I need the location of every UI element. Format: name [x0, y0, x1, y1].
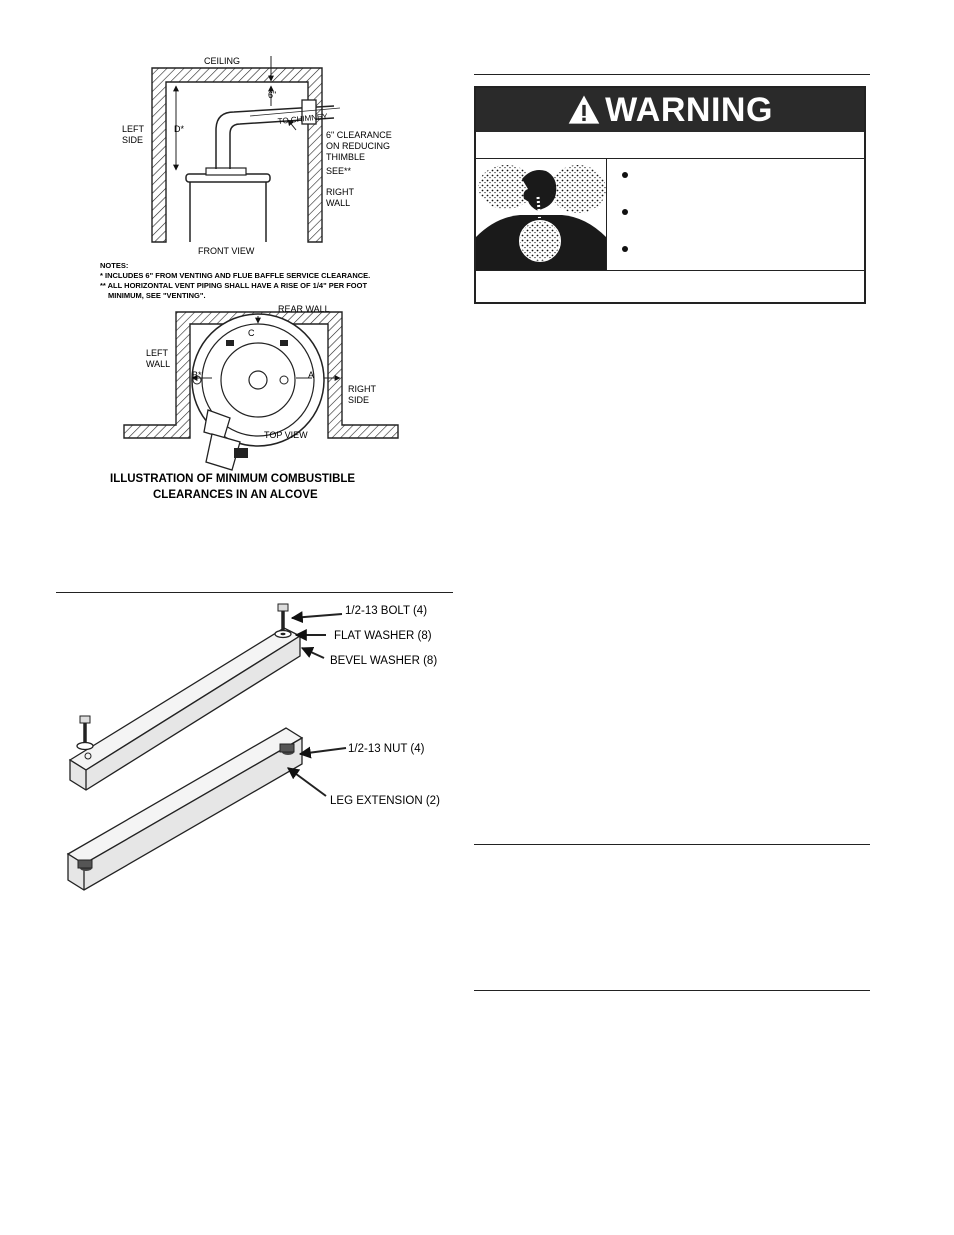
note-2a: ** ALL HORIZONTAL VENT PIPING SHALL HAVE A RISE OF 1/4" PER FOOT: [100, 281, 368, 290]
warning-bullet-list: [616, 162, 856, 273]
warning-title: WARNING: [605, 90, 773, 129]
bevel-washer-label: BEVEL WASHER (8): [330, 655, 438, 667]
clearance-note-3: THIMBLE: [326, 152, 366, 162]
right-side-label-1: RIGHT: [348, 384, 376, 394]
caption-line-1: ILLUSTRATION OF MINIMUM COMBUSTIBLE: [110, 473, 356, 485]
note-2b: MINIMUM, SEE "VENTING".: [108, 291, 206, 300]
front-view-drawing: [152, 56, 340, 242]
nut-label: 1/2-13 NUT (4): [348, 743, 425, 755]
list-item: [616, 236, 856, 273]
note-1: * INCLUDES 6" FROM VENTING AND FLUE BAFFLE SERVICE CLEARANCE.: [100, 271, 371, 280]
list-item: [616, 162, 856, 199]
a-dimension-label: A: [308, 370, 315, 380]
notes-title: NOTES:: [100, 261, 129, 270]
rear-wall-label: REAR WALL: [278, 304, 330, 314]
left-side-label-2: SIDE: [122, 135, 144, 145]
warning-subheader: [476, 132, 864, 159]
right-bottom-rule: [474, 990, 870, 991]
caption-line-2: CLEARANCES IN AN ALCOVE: [153, 489, 318, 501]
clearance-note-4: SEE**: [326, 166, 352, 176]
list-item: [616, 199, 856, 236]
warning-triangle-icon: [567, 93, 601, 127]
alcove-clearance-figure: [100, 50, 440, 510]
clearance-note-2: ON REDUCING: [326, 141, 391, 151]
right-top-rule: [474, 74, 870, 75]
warning-box: [474, 86, 866, 304]
six-inch-label: 6": [268, 90, 277, 100]
bolt-label: 1/2-13 BOLT (4): [345, 605, 428, 617]
breathing-hazard-icon: [476, 159, 607, 270]
left-wall-label-1: LEFT: [146, 348, 169, 358]
top-view-label: TOP VIEW: [264, 430, 308, 440]
to-chimney-label: TO CHIMNEY: [277, 111, 329, 126]
front-view-label: FRONT VIEW: [198, 246, 255, 256]
clearance-note-1: 6" CLEARANCE: [326, 130, 392, 140]
bullet-icon: [622, 172, 628, 178]
left-section-rule: [56, 592, 453, 593]
leg-extension-figure: [56, 598, 456, 898]
warning-header: [476, 88, 864, 132]
bullet-icon: [622, 209, 628, 215]
left-side-label-1: LEFT: [122, 124, 145, 134]
b-dimension-label: B*: [192, 370, 202, 380]
c-dimension-label: C: [248, 328, 255, 338]
leg-extension-label: LEG EXTENSION (2): [330, 795, 440, 807]
right-wall-label-2: WALL: [326, 198, 351, 208]
left-wall-label-2: WALL: [146, 359, 171, 369]
right-wall-label-1: RIGHT: [326, 187, 354, 197]
warning-footer: [476, 270, 864, 303]
flat-washer-label: FLAT WASHER (8): [334, 630, 432, 642]
right-middle-rule: [474, 844, 870, 845]
bullet-icon: [622, 246, 628, 252]
right-side-label-2: SIDE: [348, 395, 370, 405]
d-dimension-label: D*: [174, 124, 185, 134]
ceiling-label: CEILING: [204, 56, 241, 66]
